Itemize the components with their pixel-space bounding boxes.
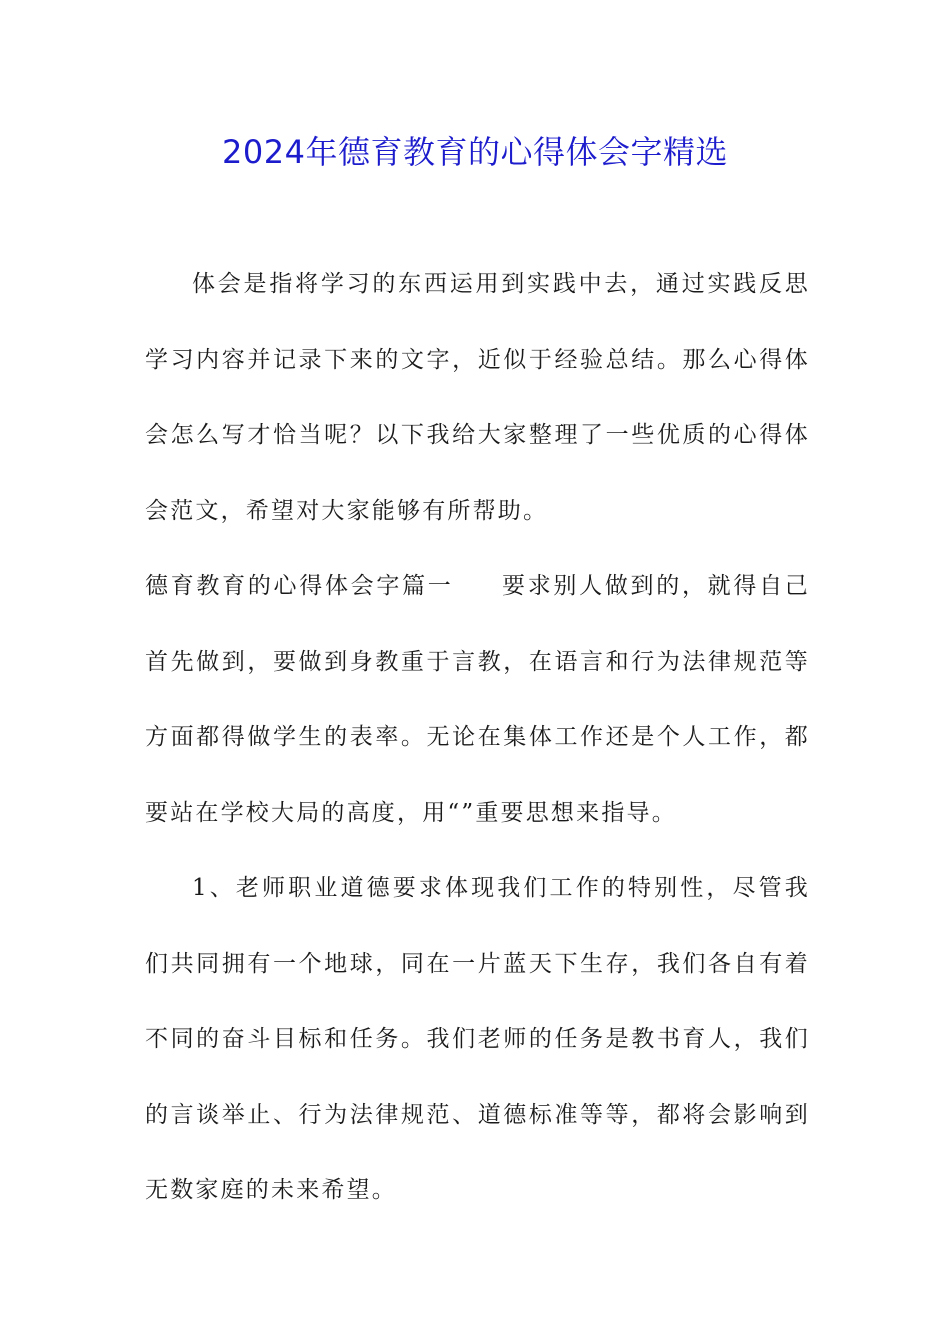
intro-paragraph: 体会是指将学习的东西运用到实践中去，通过实践反思学习内容并记录下来的文字，近似于经验总结。那么心得体会怎么写才恰当呢？以下我给大家整理了一些优质的心得体会范文，希望对大家能够有所帮助。 (145, 271, 810, 524)
section-1-heading: 德育教育的心得体会字篇一 (145, 573, 454, 599)
section-2-paragraph: 1、老师职业道德要求体现我们工作的特别性，尽管我们共同拥有一个地球，同在一片蓝天下生存，我们各自有着不同的奋斗目标和任务。我们老师的任务是教书育人，我们的言谈举止、行为法律规范、道德标准等等，都将会影响到无数家庭的未来希望。 (145, 875, 810, 1204)
document-title: 2024年德育教育的心得体会字精选 (222, 133, 728, 171)
section-1-paragraph (145, 549, 810, 851)
section-1-text: 要求别人做到的，就得自己首先做到，要做到身教重于言教，在语言和行为法律规范等方面都得做学生的表率。无论在集体工作还是个人工作，都要站在学校大局的高度，用“”重要思想来指导。 (145, 573, 810, 826)
